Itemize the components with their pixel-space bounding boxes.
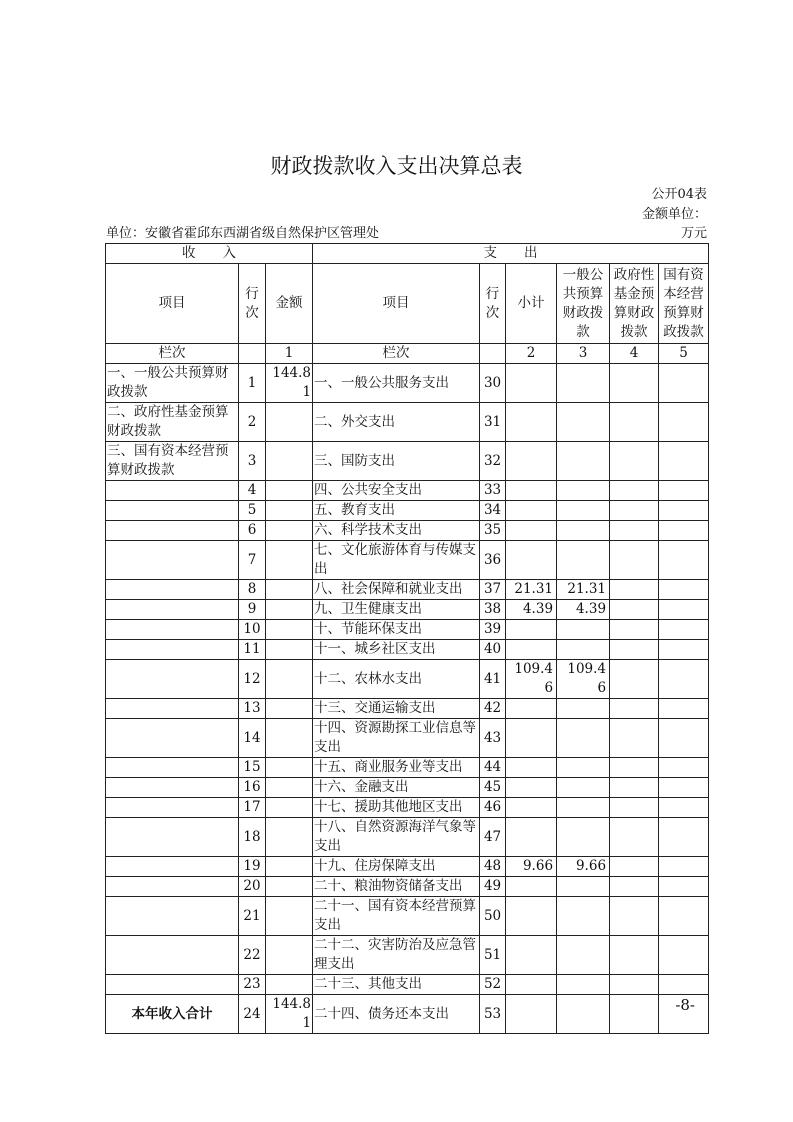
- income-amount-cell: [266, 857, 313, 877]
- income-item-cell: [106, 897, 239, 936]
- subtotal-cell: 4.39: [506, 600, 557, 620]
- income-item-cell: [106, 640, 239, 660]
- expense-line-cell: 31: [480, 403, 506, 442]
- income-item-cell: [106, 600, 239, 620]
- state-capital-cell: [659, 403, 709, 442]
- subtotal-cell: [506, 798, 557, 818]
- subtotal-cell: [506, 936, 557, 975]
- expense-line-cell: 53: [480, 995, 506, 1034]
- table-row: [106, 403, 709, 442]
- table-row: [106, 778, 709, 798]
- table-row: [106, 877, 709, 897]
- subtotal-cell: [506, 995, 557, 1034]
- income-line-cell: 21: [239, 897, 266, 936]
- income-line-cell: 8: [239, 580, 266, 600]
- expense-line-cell: 46: [480, 798, 506, 818]
- income-amount-cell: [266, 403, 313, 442]
- form-number: 公开04表: [651, 187, 707, 202]
- general-budget-cell: [557, 936, 610, 975]
- state-capital-cell: [659, 758, 709, 778]
- income-item-cell: [106, 660, 239, 699]
- income-item-cell: [106, 719, 239, 758]
- general-budget-cell: [557, 364, 610, 403]
- income-item-cell: [106, 857, 239, 877]
- subtotal-cell: [506, 818, 557, 857]
- expense-line-cell: 47: [480, 818, 506, 857]
- subtotal-cell: [506, 481, 557, 501]
- income-item-cell: 二、政府性基金预算财政拨款: [106, 403, 239, 442]
- general-budget-cell: [557, 719, 610, 758]
- income-item-cell: [106, 481, 239, 501]
- income-item-cell: 一、一般公共预算财政拨款: [106, 364, 239, 403]
- expense-item-cell: 三、国防支出: [313, 442, 480, 481]
- subtotal-cell: [506, 758, 557, 778]
- subtotal-cell: [506, 877, 557, 897]
- expense-line-cell: 44: [480, 758, 506, 778]
- expense-item-cell: 二十一、国有资本经营预算支出: [313, 897, 480, 936]
- subtotal-header: 小计: [506, 264, 557, 344]
- general-budget-cell: [557, 758, 610, 778]
- expense-line-cell: 36: [480, 541, 506, 580]
- income-header: 收 入: [106, 244, 313, 264]
- table-row: [106, 620, 709, 640]
- income-amount-cell: [266, 818, 313, 857]
- expense-line-cell: 30: [480, 364, 506, 403]
- income-line-cell: 23: [239, 975, 266, 995]
- general-budget-cell: [557, 620, 610, 640]
- state-capital-cell: [659, 975, 709, 995]
- subtotal-cell: [506, 699, 557, 719]
- expense-line-cell: 34: [480, 501, 506, 521]
- fund-budget-cell: [610, 640, 659, 660]
- fund-budget-cell: [610, 857, 659, 877]
- expense-line-cell: 35: [480, 521, 506, 541]
- income-item-cell: [106, 620, 239, 640]
- income-amount-cell: [266, 442, 313, 481]
- general-budget-cell: [557, 798, 610, 818]
- expense-item-header: 项目: [313, 264, 480, 344]
- income-item-cell: [106, 936, 239, 975]
- expense-item-cell: 十六、金融支出: [313, 778, 480, 798]
- fund-budget-header: 政府性基金预算财政拨款: [610, 264, 659, 344]
- income-amount-cell: 144.81: [266, 995, 313, 1034]
- fund-budget-cell: [610, 719, 659, 758]
- income-amount-cell: [266, 975, 313, 995]
- expense-line-cell: 49: [480, 877, 506, 897]
- income-line-cell: 20: [239, 877, 266, 897]
- expense-item-cell: 十五、商业服务业等支出: [313, 758, 480, 778]
- empty-cell: [480, 344, 506, 364]
- income-item-header: 项目: [106, 264, 239, 344]
- expense-item-cell: 二十四、债务还本支出: [313, 995, 480, 1034]
- income-item-cell: [106, 541, 239, 580]
- state-capital-cell: [659, 600, 709, 620]
- table-row: [106, 758, 709, 778]
- income-amount-cell: [266, 600, 313, 620]
- income-item-cell: 本年收入合计: [106, 995, 239, 1034]
- state-capital-cell: [659, 857, 709, 877]
- expense-line-cell: 40: [480, 640, 506, 660]
- subtotal-cell: [506, 442, 557, 481]
- expense-line-cell: 42: [480, 699, 506, 719]
- fund-budget-cell: [610, 798, 659, 818]
- income-line-cell: 24: [239, 995, 266, 1034]
- fund-budget-cell: [610, 403, 659, 442]
- expense-line-cell: 48: [480, 857, 506, 877]
- subtotal-cell: [506, 975, 557, 995]
- state-capital-cell: [659, 936, 709, 975]
- state-capital-cell: [659, 877, 709, 897]
- fund-budget-cell: [610, 521, 659, 541]
- expense-item-cell: 一、一般公共服务支出: [313, 364, 480, 403]
- income-amount-header: 金额: [266, 264, 313, 344]
- state-capital-cell: [659, 481, 709, 501]
- table-row: [106, 521, 709, 541]
- income-item-cell: 三、国有资本经营预算财政拨款: [106, 442, 239, 481]
- expense-item-cell: 四、公共安全支出: [313, 481, 480, 501]
- general-budget-cell: 109.46: [557, 660, 610, 699]
- income-line-cell: 4: [239, 481, 266, 501]
- expense-line-cell: 43: [480, 719, 506, 758]
- income-line-cell: 18: [239, 818, 266, 857]
- table-row: [106, 699, 709, 719]
- income-line-cell: 11: [239, 640, 266, 660]
- table-row: [106, 798, 709, 818]
- table-row: [106, 364, 709, 403]
- subtotal-cell: [506, 897, 557, 936]
- general-budget-cell: [557, 521, 610, 541]
- subtotal-cell: [506, 541, 557, 580]
- expense-item-cell: 五、教育支出: [313, 501, 480, 521]
- income-line-header: 行次: [239, 264, 266, 344]
- general-budget-cell: [557, 541, 610, 580]
- page-title: 财政拨款收入支出决算总表: [270, 154, 523, 178]
- income-amount-cell: [266, 897, 313, 936]
- income-line-cell: 19: [239, 857, 266, 877]
- state-capital-header: 国有资本经营预算财政拨款: [659, 264, 709, 344]
- income-line-cell: 1: [239, 364, 266, 403]
- income-item-cell: [106, 521, 239, 541]
- fund-budget-cell: [610, 600, 659, 620]
- income-line-cell: 10: [239, 620, 266, 640]
- income-amount-cell: [266, 660, 313, 699]
- income-amount-cell: [266, 936, 313, 975]
- general-budget-cell: [557, 442, 610, 481]
- state-capital-cell: [659, 778, 709, 798]
- fund-budget-cell: [610, 975, 659, 995]
- income-amount-cell: [266, 640, 313, 660]
- expense-item-cell: 二十、粮油物资储备支出: [313, 877, 480, 897]
- general-budget-cell: [557, 778, 610, 798]
- fund-budget-cell: [610, 620, 659, 640]
- fund-budget-cell: [610, 660, 659, 699]
- fund-budget-cell: [610, 936, 659, 975]
- fund-budget-cell: [610, 995, 659, 1034]
- income-amount-cell: [266, 501, 313, 521]
- unit-label: 单位：安徽省霍邱东西湖省级自然保护区管理处: [106, 226, 380, 241]
- expense-item-cell: 十二、农林水支出: [313, 660, 480, 699]
- income-line-cell: 6: [239, 521, 266, 541]
- fund-budget-cell: [610, 501, 659, 521]
- income-line-cell: 14: [239, 719, 266, 758]
- income-line-cell: 15: [239, 758, 266, 778]
- subtotal-cell: [506, 364, 557, 403]
- table-row: [106, 660, 709, 699]
- income-line-cell: 13: [239, 699, 266, 719]
- state-capital-cell: [659, 501, 709, 521]
- expense-item-cell: 十、节能环保支出: [313, 620, 480, 640]
- column-number: 5: [659, 344, 709, 364]
- subtotal-cell: [506, 719, 557, 758]
- column-label: 栏次: [106, 344, 239, 364]
- state-capital-cell: [659, 541, 709, 580]
- subtotal-cell: [506, 640, 557, 660]
- fund-budget-cell: [610, 778, 659, 798]
- expense-item-cell: 二十三、其他支出: [313, 975, 480, 995]
- income-item-cell: [106, 501, 239, 521]
- table-row: [106, 818, 709, 857]
- income-amount-cell: [266, 877, 313, 897]
- income-amount-cell: [266, 719, 313, 758]
- table-row: [106, 995, 709, 1034]
- column-number: 1: [266, 344, 313, 364]
- general-budget-cell: 4.39: [557, 600, 610, 620]
- general-budget-cell: [557, 699, 610, 719]
- subtotal-cell: [506, 778, 557, 798]
- income-line-cell: 2: [239, 403, 266, 442]
- expense-item-cell: 十三、交通运输支出: [313, 699, 480, 719]
- state-capital-cell: [659, 580, 709, 600]
- expense-line-cell: 33: [480, 481, 506, 501]
- fund-budget-cell: [610, 758, 659, 778]
- income-line-cell: 7: [239, 541, 266, 580]
- table-row: [106, 501, 709, 521]
- expense-item-cell: 十九、住房保障支出: [313, 857, 480, 877]
- subtotal-cell: [506, 501, 557, 521]
- fund-budget-cell: [610, 818, 659, 857]
- general-budget-cell: [557, 975, 610, 995]
- table-row: [106, 580, 709, 600]
- general-budget-cell: [557, 481, 610, 501]
- empty-cell: [239, 344, 266, 364]
- expense-item-cell: 十七、援助其他地区支出: [313, 798, 480, 818]
- state-capital-cell: [659, 660, 709, 699]
- expense-line-cell: 50: [480, 897, 506, 936]
- fund-budget-cell: [610, 580, 659, 600]
- income-amount-cell: [266, 778, 313, 798]
- subtotal-cell: 9.66: [506, 857, 557, 877]
- general-budget-cell: [557, 995, 610, 1034]
- table-row: [106, 442, 709, 481]
- state-capital-cell: [659, 521, 709, 541]
- state-capital-cell: [659, 620, 709, 640]
- subtotal-cell: [506, 403, 557, 442]
- expense-item-cell: 十一、城乡社区支出: [313, 640, 480, 660]
- subtotal-cell: [506, 521, 557, 541]
- subtotal-cell: [506, 620, 557, 640]
- expense-item-cell: 八、社会保障和就业支出: [313, 580, 480, 600]
- column-number: 4: [610, 344, 659, 364]
- column-number: 2: [506, 344, 557, 364]
- expense-line-cell: 45: [480, 778, 506, 798]
- income-item-cell: [106, 877, 239, 897]
- general-budget-cell: [557, 501, 610, 521]
- column-number: 3: [557, 344, 610, 364]
- expense-item-cell: 十八、自然资源海洋气象等支出: [313, 818, 480, 857]
- subtotal-cell: 109.46: [506, 660, 557, 699]
- state-capital-cell: [659, 897, 709, 936]
- expense-line-cell: 41: [480, 660, 506, 699]
- expense-item-cell: 二十二、灾害防治及应急管理支出: [313, 936, 480, 975]
- general-budget-header: 一般公共预算财政拨款: [557, 264, 610, 344]
- expense-line-cell: 51: [480, 936, 506, 975]
- fund-budget-cell: [610, 481, 659, 501]
- income-amount-cell: [266, 620, 313, 640]
- expense-item-cell: 六、科学技术支出: [313, 521, 480, 541]
- income-item-cell: [106, 798, 239, 818]
- income-item-cell: [106, 758, 239, 778]
- summary-table: [105, 243, 709, 1034]
- column-label: 栏次: [313, 344, 480, 364]
- income-line-cell: 17: [239, 798, 266, 818]
- general-budget-cell: [557, 818, 610, 857]
- general-budget-cell: 9.66: [557, 857, 610, 877]
- income-amount-cell: [266, 541, 313, 580]
- table-row: [106, 857, 709, 877]
- table-row: [106, 936, 709, 975]
- expense-item-cell: 二、外交支出: [313, 403, 480, 442]
- fund-budget-cell: [610, 877, 659, 897]
- expense-line-cell: 52: [480, 975, 506, 995]
- expense-item-cell: 九、卫生健康支出: [313, 600, 480, 620]
- table-row: [106, 640, 709, 660]
- subtotal-cell: 21.31: [506, 580, 557, 600]
- state-capital-cell: [659, 442, 709, 481]
- state-capital-cell: [659, 364, 709, 403]
- fund-budget-cell: [610, 699, 659, 719]
- income-item-cell: [106, 699, 239, 719]
- expense-line-cell: 39: [480, 620, 506, 640]
- expense-line-cell: 32: [480, 442, 506, 481]
- income-item-cell: [106, 975, 239, 995]
- state-capital-cell: [659, 798, 709, 818]
- income-item-cell: [106, 818, 239, 857]
- income-amount-cell: [266, 521, 313, 541]
- fund-budget-cell: [610, 442, 659, 481]
- table-row: [106, 481, 709, 501]
- fund-budget-cell: [610, 541, 659, 580]
- state-capital-cell: [659, 719, 709, 758]
- income-amount-cell: 144.81: [266, 364, 313, 403]
- general-budget-cell: [557, 897, 610, 936]
- general-budget-cell: 21.31: [557, 580, 610, 600]
- income-line-cell: 3: [239, 442, 266, 481]
- income-amount-cell: [266, 798, 313, 818]
- income-item-cell: [106, 580, 239, 600]
- income-line-cell: 5: [239, 501, 266, 521]
- expense-item-cell: 七、文化旅游体育与传媒支出: [313, 541, 480, 580]
- income-line-cell: 22: [239, 936, 266, 975]
- table-row: [106, 975, 709, 995]
- amount-unit-label: 金额单位：: [641, 207, 707, 222]
- state-capital-cell: [659, 640, 709, 660]
- expense-line-cell: 37: [480, 580, 506, 600]
- amount-unit: 万元: [680, 226, 707, 241]
- table-row: [106, 600, 709, 620]
- general-budget-cell: [557, 877, 610, 897]
- table-row: [106, 897, 709, 936]
- expense-line-cell: 38: [480, 600, 506, 620]
- fund-budget-cell: [610, 897, 659, 936]
- state-capital-cell: [659, 699, 709, 719]
- income-amount-cell: [266, 699, 313, 719]
- income-item-cell: [106, 778, 239, 798]
- income-line-cell: 9: [239, 600, 266, 620]
- general-budget-cell: [557, 403, 610, 442]
- income-amount-cell: [266, 758, 313, 778]
- income-amount-cell: [266, 481, 313, 501]
- table-row: [106, 541, 709, 580]
- page-number: -8-: [675, 996, 695, 1014]
- state-capital-cell: [659, 818, 709, 857]
- income-line-cell: 12: [239, 660, 266, 699]
- expense-line-header: 行次: [480, 264, 506, 344]
- fund-budget-cell: [610, 364, 659, 403]
- income-amount-cell: [266, 580, 313, 600]
- income-line-cell: 16: [239, 778, 266, 798]
- expense-item-cell: 十四、资源勘探工业信息等支出: [313, 719, 480, 758]
- general-budget-cell: [557, 640, 610, 660]
- expense-header: 支 出: [313, 244, 709, 264]
- table-row: [106, 719, 709, 758]
